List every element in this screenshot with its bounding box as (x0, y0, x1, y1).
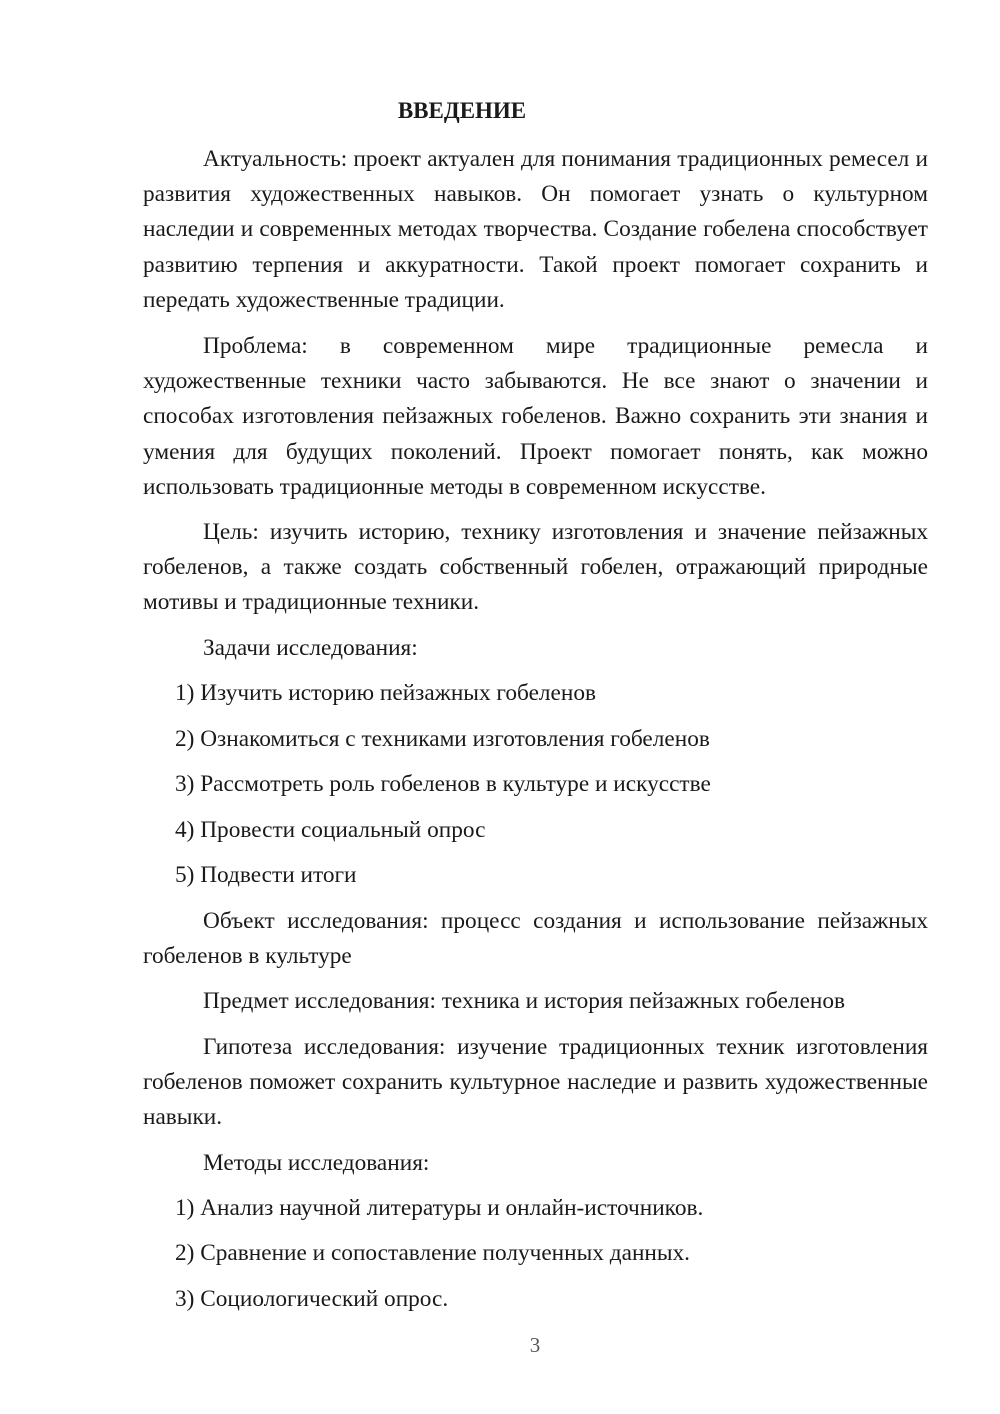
problem-paragraph: Проблема: в современном мире традиционные ремесла и художественные техники часто забываются. Не все знают о значении и способах изготовления пейзажных гобеленов. Важно сохранить эти знания и умения для будущих поколений. Проект помогает понять, как можно использовать традиционные методы в современном искусстве. (143, 333, 928, 500)
task-item-1: 1) Изучить историю пейзажных гобеленов (175, 680, 597, 706)
object-paragraph: Объект исследования: процесс создания и использование пейзажных гобеленов в культуре (143, 908, 928, 970)
page-number: 3 (529, 1333, 541, 1357)
method-item-2: 2) Сравнение и сопоставление полученных данных. (175, 1240, 690, 1266)
relevance-paragraph: Актуальность: проект актуален для понимания традиционных ремесел и развития художественных навыков. Он помогает узнать о культурном наследии и современных методах творчества. Создание гобелена способствует развитию терпения и аккуратности. Такой проект помогает сохранить и передать художественные традиции. (143, 146, 928, 313)
task-item-3: 3) Рассмотреть роль гобеленов в культуре и искусстве (175, 771, 711, 797)
goal-paragraph: Цель: изучить историю, технику изготовления и значение пейзажных гобеленов, а также создать собственный гобелен, отражающий природные мотивы и традиционные техники. (143, 519, 928, 616)
hypothesis-paragraph: Гипотеза исследования: изучение традиционных техник изготовления гобеленов поможет сохранить культурное наследие и развить художественные навыки. (143, 1034, 928, 1131)
method-item-1: 1) Анализ научной литературы и онлайн-источников. (175, 1195, 704, 1221)
tasks-title: Задачи исследования: (203, 635, 418, 661)
task-item-5: 5) Подвести итоги (175, 862, 357, 888)
methods-title: Методы исследования: (203, 1150, 430, 1176)
subject-paragraph: Предмет исследования: техника и история пейзажных гобеленов (203, 988, 846, 1014)
task-item-4: 4) Провести социальный опрос (175, 817, 486, 843)
method-item-3: 3) Социологический опрос. (175, 1286, 449, 1312)
task-item-2: 2) Ознакомиться с техниками изготовления гобеленов (175, 726, 710, 752)
section-heading: ВВЕДЕНИЕ (397, 98, 527, 123)
